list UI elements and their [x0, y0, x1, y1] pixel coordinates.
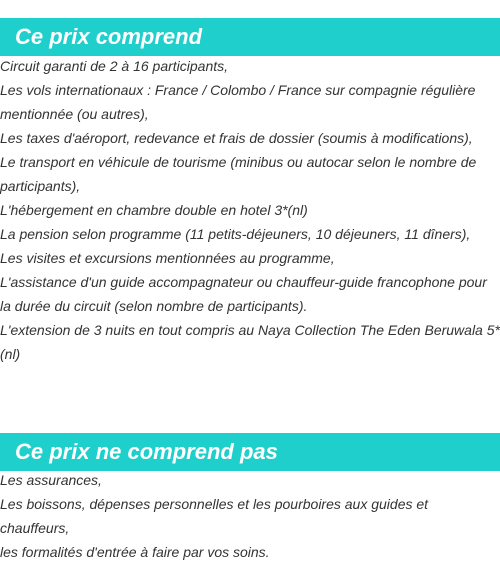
excluded-item: les formalités d'entrée à faire par vos soins. — [0, 544, 270, 560]
excluded-list — [0, 468, 500, 564]
included-item: La pension selon programme (11 petits-déjeuners, 10 déjeuners, 11 dîners), — [0, 226, 471, 242]
included-item: L'hébergement en chambre double en hotel 3*(nl) — [0, 202, 308, 218]
included-section-title: Ce prix comprend — [0, 18, 500, 56]
excluded-section-title: Ce prix ne comprend pas — [0, 433, 500, 471]
included-list — [0, 54, 500, 366]
included-item: Les vols internationaux : France / Colombo / France sur compagnie régulière mentionnée (ou autres), — [0, 82, 476, 122]
included-item: Les visites et excursions mentionnées au programme, — [0, 250, 335, 266]
included-item: Les taxes d'aéroport, redevance et frais de dossier (soumis à modifications), — [0, 130, 473, 146]
excluded-item: Les assurances, — [0, 472, 102, 488]
included-item: Le transport en véhicule de tourisme (minibus ou autocar selon le nombre de participants), — [0, 154, 477, 194]
included-item: L'assistance d'un guide accompagnateur ou chauffeur-guide francophone pour la durée du circuit (selon nombre de participants). — [0, 274, 487, 314]
included-item: L'extension de 3 nuits en tout compris au Naya Collection The Eden Beruwala 5*(nl) — [0, 322, 500, 362]
included-item: Circuit garanti de 2 à 16 participants, — [0, 58, 229, 74]
excluded-item: Les boissons, dépenses personnelles et les pourboires aux guides et chauffeurs, — [0, 496, 429, 536]
